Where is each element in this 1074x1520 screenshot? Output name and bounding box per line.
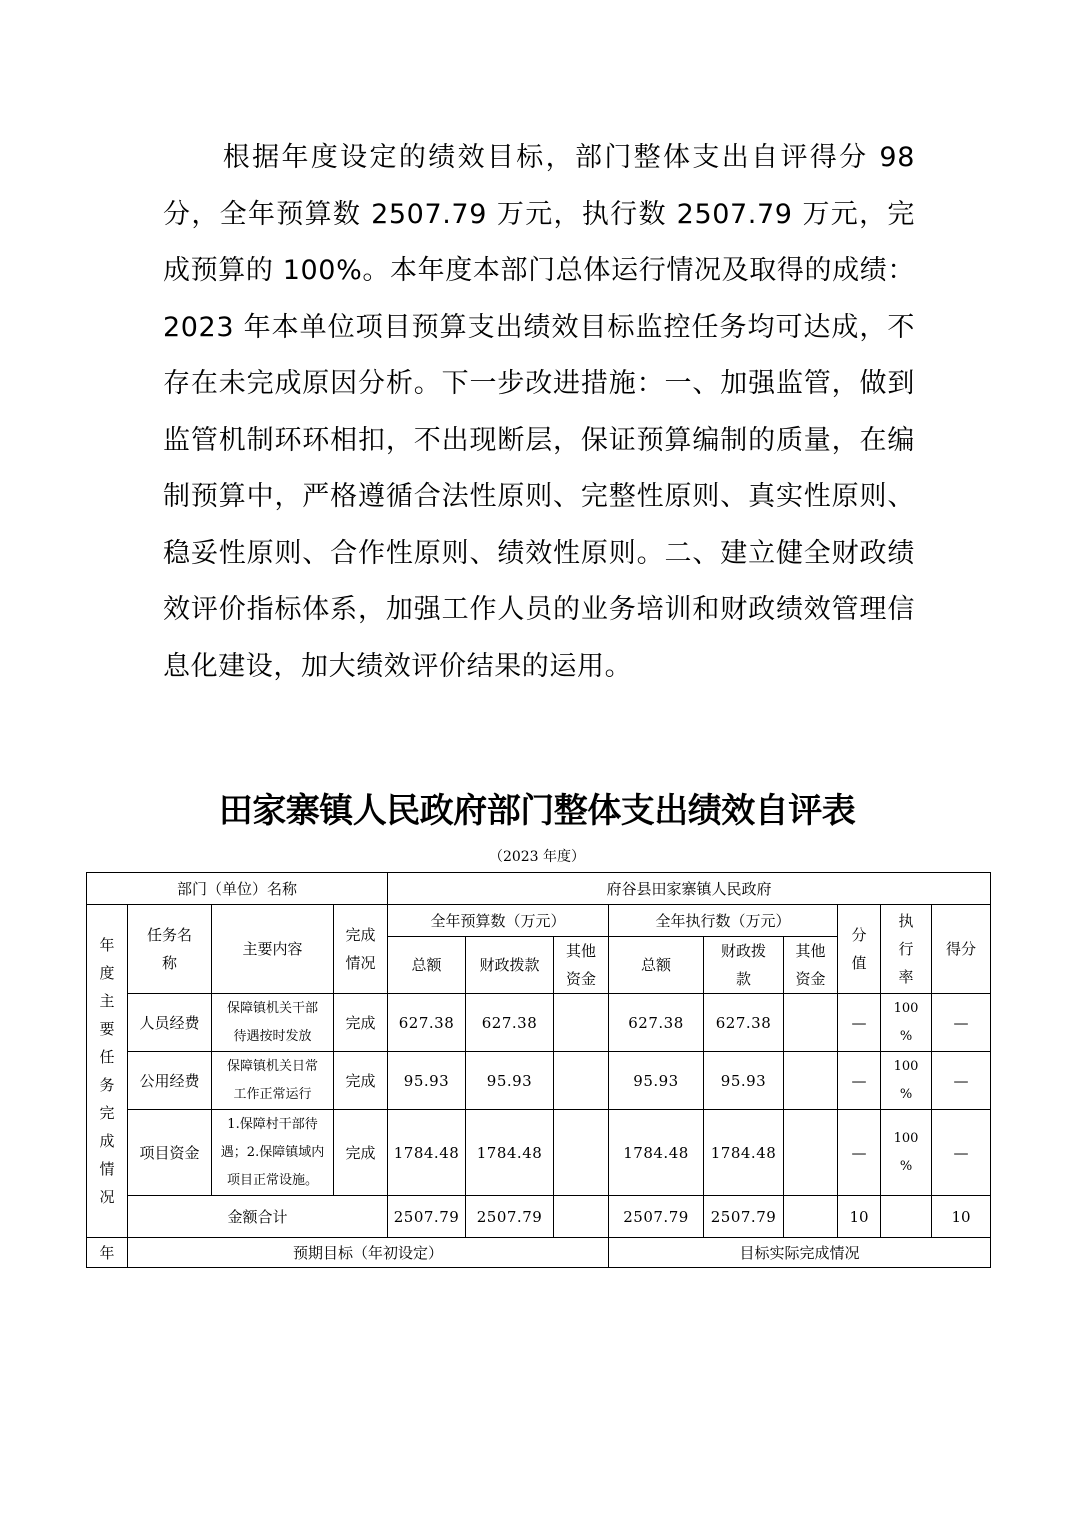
header-task-name: 任务名 称 [128,905,212,994]
budget-other [554,994,609,1052]
header-exec-fiscal: 财政拨 款 [704,937,784,994]
sum-exec-other [784,1196,838,1238]
header-budget-group: 全年预算数（万元） [388,905,609,937]
sum-label: 金额合计 [128,1196,388,1238]
task-status: 完成 [334,994,388,1052]
header-budget-fiscal: 财政拨款 [466,937,554,994]
weight: — [838,1052,881,1110]
task-content: 保障镇机关日常 工作正常运行 [212,1052,334,1110]
table-row [87,994,991,1052]
task-name: 公用经费 [128,1052,212,1110]
exec-rate: 100 % [881,1110,932,1196]
goal-row [87,1238,991,1268]
score: — [932,994,991,1052]
task-status: 完成 [334,1110,388,1196]
header-weight: 分 值 [838,905,881,994]
weight: — [838,994,881,1052]
budget-total: 1784.48 [388,1110,466,1196]
header-exec-total: 总额 [609,937,704,994]
dept-value: 府谷县田家寨镇人民政府 [388,873,991,905]
expected-goal-header: 预期目标（年初设定） [128,1238,609,1268]
exec-rate: 100 % [881,1052,932,1110]
header-main-content: 主要内容 [212,905,334,994]
score: — [932,1052,991,1110]
weight: — [838,1110,881,1196]
task-content: 保障镇机关干部 待遇按时发放 [212,994,334,1052]
header-rate: 执 行 率 [881,905,932,994]
header-row-1 [87,905,991,937]
budget-total: 627.38 [388,994,466,1052]
sum-rate [881,1196,932,1238]
budget-fiscal: 1784.48 [466,1110,554,1196]
budget-fiscal: 627.38 [466,994,554,1052]
exec-fiscal: 95.93 [704,1052,784,1110]
paragraph-text: 根据年度设定的绩效目标，部门整体支出自评得分 98 分，全年预算数 2507.79 万元，执行数 2507.79 万元，完成预算的 100%。本年度本部门总体运行情况及取得的成绩：2023 年本单位项目预算支出绩效目标监控任务均可达成，不存在未完成原因分析。下一步改进措施：一、加强监管，做到监管机制环环相扣，不出现断层，保证预算编制的质量，在编制预算中，严格遵循合法性原则、完整性原则、真实性原则、稳妥性原则、合作性原则、绩效性原则。二、建立健全财政绩效评价指标体系，加强工作人员的业务培训和财政绩效管理信息化建设，加大绩效评价结果的运用。 [163,142,915,682]
task-status: 完成 [334,1052,388,1110]
dept-label: 部门（单位）名称 [87,873,388,905]
sum-score: 10 [932,1196,991,1238]
sum-exec-fiscal: 2507.79 [704,1196,784,1238]
sum-budget-total: 2507.79 [388,1196,466,1238]
goal-side-label: 年 [87,1238,128,1268]
sum-budget-other [554,1196,609,1238]
table-title: 田家寨镇人民政府部门整体支出绩效自评表 [218,791,856,831]
exec-other [784,1110,838,1196]
budget-other [554,1052,609,1110]
exec-other [784,994,838,1052]
task-name: 人员经费 [128,994,212,1052]
header-exec-other: 其他 资金 [784,937,838,994]
table-subtitle: （2023 年度） [488,849,586,865]
header-score: 得分 [932,905,991,994]
task-content: 1.保障村干部待 遇；2.保障镇域内 项目正常设施。 [212,1110,334,1196]
header-budget-total: 总额 [388,937,466,994]
performance-table [86,872,991,1268]
actual-goal-header: 目标实际完成情况 [609,1238,991,1268]
sum-weight: 10 [838,1196,881,1238]
exec-fiscal: 627.38 [704,994,784,1052]
score: — [932,1110,991,1196]
exec-total: 1784.48 [609,1110,704,1196]
side-label-cell: 年 度 主 要 任 务 完 成 情 况 [87,905,128,1238]
task-name: 项目资金 [128,1110,212,1196]
sum-budget-fiscal: 2507.79 [466,1196,554,1238]
header-exec-group: 全年执行数（万元） [609,905,838,937]
header-budget-other: 其他 资金 [554,937,609,994]
exec-fiscal: 1784.48 [704,1110,784,1196]
header-status: 完成 情况 [334,905,388,994]
exec-other [784,1052,838,1110]
sum-row [87,1196,991,1238]
exec-total: 627.38 [609,994,704,1052]
exec-total: 95.93 [609,1052,704,1110]
sum-exec-total: 2507.79 [609,1196,704,1238]
summary-paragraph [163,130,915,695]
budget-other [554,1110,609,1196]
table-row [87,1110,991,1196]
budget-total: 95.93 [388,1052,466,1110]
budget-fiscal: 95.93 [466,1052,554,1110]
exec-rate: 100 % [881,994,932,1052]
dept-row [87,873,991,905]
table-row [87,1052,991,1110]
